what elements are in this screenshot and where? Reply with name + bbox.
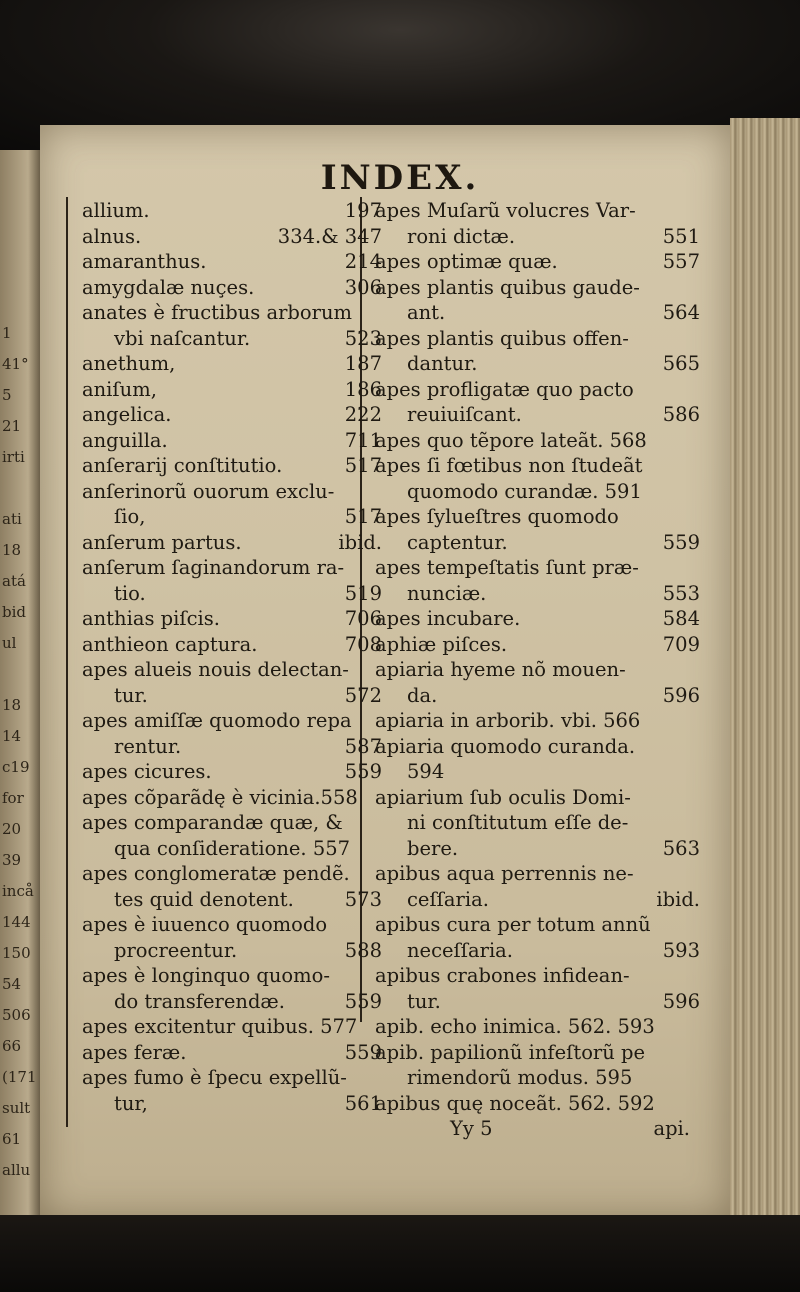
index-entry-text: apes fumo è ſpecu expellũ- [82, 1066, 347, 1089]
index-entry [82, 377, 382, 403]
index-entry-text: amaranthus. [82, 250, 207, 273]
index-entry-text: apiaria hyeme nõ mouen- [375, 658, 626, 681]
index-entry [82, 887, 382, 913]
index-entry-text: apes cõparãdę è vicinia.558 [82, 785, 358, 809]
signature-mark: Yy 5 [450, 1117, 493, 1140]
previous-page-fragment: (171 [2, 1068, 37, 1086]
index-column-left [82, 198, 382, 1116]
index-entry [82, 581, 382, 607]
index-entry-text: apes alueis nouis delectan- [82, 658, 349, 681]
index-entry [375, 326, 700, 352]
index-entry [375, 657, 700, 683]
index-entry-text: ni conſtitutum eſſe de- [407, 811, 629, 834]
index-entry [375, 504, 700, 530]
index-entry-page-number: 708 [344, 632, 382, 656]
index-entry-page-number: 596 [662, 989, 700, 1013]
index-entry-text: apiaria in arborib. vbi. 566 [375, 709, 641, 732]
previous-page-fragment: 41° [2, 355, 29, 373]
index-entry [82, 224, 382, 250]
index-entry-text: do transferendæ. [114, 989, 285, 1013]
index-entry-text: apiarium ſub oculis Domi- [375, 785, 631, 809]
index-entry [82, 1040, 382, 1066]
previous-page-fragment: atá [2, 572, 26, 590]
index-entry-text: tio. [114, 581, 146, 605]
index-entry-text: tes quid denotent. [114, 887, 294, 911]
index-entry-page-number: 517 [344, 454, 382, 477]
index-entry [82, 632, 382, 658]
index-entry [375, 249, 700, 275]
index-entry-page-number: 557 [662, 250, 700, 273]
index-entry-text: angelica. [82, 403, 172, 426]
index-entry [82, 402, 382, 428]
index-entry-page-number: 187 [344, 352, 382, 375]
previous-page-fragment: 14 [2, 727, 22, 745]
index-entry-text: apes incubare. [375, 607, 521, 630]
index-entry [375, 224, 700, 250]
index-entry-text: alnus. [82, 224, 142, 248]
index-entry [82, 530, 382, 556]
index-entry [82, 1014, 382, 1040]
index-entry-page-number: 559 [344, 1040, 382, 1064]
previous-page-edge [0, 150, 40, 1230]
index-entry-page-number: 523 [344, 326, 382, 350]
index-entry-text: reuiuiſcant. [407, 403, 522, 426]
index-entry-page-number: 559 [662, 530, 700, 554]
index-entry [82, 479, 382, 505]
index-entry [375, 785, 700, 811]
index-entry-page-number: 573 [344, 887, 382, 911]
index-entry-text: amygdalæ nuçes. [82, 275, 255, 299]
index-entry-page-number: 564 [662, 301, 700, 324]
previous-page-fragment: 54 [2, 975, 22, 993]
index-entry-page-number: 593 [662, 938, 700, 962]
index-entry-page-number: 706 [344, 607, 382, 630]
index-entry-page-number: 711 [344, 428, 382, 452]
index-entry [82, 300, 382, 326]
index-entry [375, 810, 700, 836]
index-entry-page-number: 517 [344, 505, 382, 528]
index-entry [82, 555, 382, 581]
index-entry-text: ſio, [114, 505, 146, 528]
index-entry [82, 963, 382, 989]
index-entry-text: apiaria quomodo curanda. [375, 734, 636, 758]
index-entry [82, 1091, 382, 1117]
index-entry-text: apes Muſarũ volucres Var- [375, 199, 636, 222]
index-entry-text: quomodo curandæ. 591 [407, 479, 642, 503]
index-entry [375, 1014, 700, 1040]
index-entry [375, 479, 700, 505]
index-entry [82, 861, 382, 887]
index-entry-page-number: 563 [662, 836, 700, 860]
index-entry [375, 912, 700, 938]
index-entry [82, 734, 382, 760]
index-entry-text: dantur. [407, 352, 478, 375]
index-entry [375, 989, 700, 1015]
index-entry [375, 836, 700, 862]
left-margin-rule [66, 197, 68, 1127]
index-entry [375, 683, 700, 709]
index-entry [375, 759, 700, 785]
index-entry [82, 606, 382, 632]
previous-page-fragment: ul [2, 634, 17, 652]
index-entry [375, 887, 700, 913]
previous-page-fragment: 61 [2, 1130, 22, 1148]
index-entry [375, 275, 700, 301]
index-entry [375, 402, 700, 428]
index-entry [375, 581, 700, 607]
index-entry-text: apes optimæ quæ. [375, 250, 558, 273]
index-entry-page-number: 334.& 347 [277, 224, 382, 248]
index-entry-text: tur. [407, 989, 441, 1013]
index-entry [82, 326, 382, 352]
index-column-right [375, 198, 700, 1142]
page-block-edge [730, 118, 800, 1228]
index-entry-text: apes conglomeratæ pendẽ. [82, 862, 350, 885]
index-entry [375, 734, 700, 760]
index-entry-text: aniſum, [82, 377, 157, 401]
index-entry [375, 606, 700, 632]
index-entry [82, 989, 382, 1015]
index-entry [82, 938, 382, 964]
index-entry-text: apes profligatæ quo pacto [375, 377, 634, 401]
index-entry-text: apes ſi fœtibus non ſtudeãt [375, 454, 643, 477]
previous-page-fragment: 1 [2, 324, 12, 342]
index-entry-text: ceſſaria. [407, 887, 489, 911]
previous-page-fragment: 18 [2, 541, 22, 559]
index-entry [375, 1065, 700, 1091]
index-entry-text: anſerum partus. [82, 530, 242, 554]
previous-page-fragment: 18 [2, 696, 22, 714]
index-entry-page-number: 561 [344, 1091, 382, 1115]
index-entry [82, 198, 382, 224]
index-entry-page-number: 186 [344, 377, 382, 401]
index-entry-page-number: 559 [344, 760, 382, 783]
index-entry-text: anethum, [82, 352, 176, 375]
index-entry-text: bere. [407, 836, 459, 860]
index-entry-page-number: 519 [344, 581, 382, 605]
index-entry [82, 428, 382, 454]
index-entry-page-number: 559 [344, 989, 382, 1013]
index-entry-text: apes plantis quibus gaude- [375, 275, 640, 299]
index-entry-text: allium. [82, 199, 150, 222]
index-entry-page-number: 214 [344, 250, 382, 273]
index-entry-text: apibus crabones infidean- [375, 964, 630, 987]
index-entry-page-number: 596 [662, 683, 700, 707]
index-entry [82, 657, 382, 683]
index-entry [82, 249, 382, 275]
index-entry-page-number: 551 [662, 224, 700, 248]
index-entry-text: apes è iuuenco quomodo [82, 913, 328, 936]
index-entry-text: anſerum ſaginandorum ra- [82, 556, 345, 579]
index-entry-text: qua conſideratione. 557 [114, 836, 351, 860]
previous-page-fragment: 150 [2, 944, 31, 962]
previous-page-fragment: sult [2, 1099, 31, 1117]
index-entry-text: apes comparandæ quæ, & [82, 811, 343, 834]
previous-page-fragment: 506 [2, 1006, 31, 1024]
index-entry-text: aphiæ piſces. [375, 632, 508, 656]
previous-page-fragment: 21 [2, 417, 22, 435]
index-entry-text: vbi naſcantur. [114, 326, 251, 350]
index-entry [375, 377, 700, 403]
previous-page-fragment: 66 [2, 1037, 22, 1055]
index-entry [375, 938, 700, 964]
index-entry-text: da. [407, 683, 438, 707]
index-entry [375, 555, 700, 581]
index-entry-text: nunciæ. [407, 581, 487, 605]
index-entry [82, 708, 382, 734]
index-entry-page-number: 565 [662, 352, 700, 375]
previous-page-fragment: incå [2, 882, 34, 900]
index-entry-page-number: 586 [662, 403, 700, 426]
index-entry-text: apes quo tẽpore lateãt. 568 [375, 428, 647, 452]
index-entry-text: apes tempeſtatis ſunt præ- [375, 556, 639, 579]
index-entry [82, 1065, 382, 1091]
index-entry [375, 300, 700, 326]
index-entry-text: apes è longinquo quomo- [82, 964, 330, 987]
previous-page-fragment: 5 [2, 386, 12, 404]
previous-page-fragment: ati [2, 510, 22, 528]
index-entry [82, 785, 382, 811]
previous-page-fragment: allu [2, 1161, 31, 1179]
background-bottom [0, 1215, 800, 1292]
index-entry [375, 632, 700, 658]
index-entry-text: anſerarij conſtitutio. [82, 454, 283, 477]
index-entry [82, 504, 382, 530]
index-entry-text: ant. [407, 301, 446, 324]
index-entry-text: roni dictæ. [407, 224, 516, 248]
index-entry [82, 275, 382, 301]
index-entry-text: apib. papilionũ infeſtorũ pe [375, 1040, 646, 1064]
index-entry-text: apes amiſſæ quomodo repa [82, 709, 352, 732]
index-entry [82, 836, 382, 862]
index-entry-text: captentur. [407, 530, 508, 554]
index-entry-page-number: 572 [344, 683, 382, 707]
index-entry-text: apes excitentur quibus. 577 [82, 1015, 358, 1038]
index-entry [375, 708, 700, 734]
index-entry-text: anthieon captura. [82, 632, 258, 656]
index-entry-page-number: 306 [344, 275, 382, 299]
page-title: INDEX. [320, 158, 480, 198]
index-entry-text: apib. echo inimica. 562. 593 [375, 1015, 655, 1038]
previous-page-fragment: 144 [2, 913, 31, 931]
index-entry [375, 351, 700, 377]
index-entry [82, 810, 382, 836]
index-entry-text: apes cicures. [82, 760, 212, 783]
index-entry [375, 428, 700, 454]
index-entry-text: apibus quę noceãt. 562. 592 [375, 1091, 655, 1115]
index-entry [82, 912, 382, 938]
previous-page-fragment: irti [2, 448, 25, 466]
index-entry-text: apes ſylueſtres quomodo [375, 505, 619, 528]
index-entry-text: 594 [407, 760, 445, 783]
index-entry [375, 453, 700, 479]
index-entry [375, 530, 700, 556]
index-entry-text: anſerinorũ ouorum exclu- [82, 479, 335, 503]
index-entry-text: tur, [114, 1091, 148, 1115]
index-entry [375, 963, 700, 989]
index-entry-page-number: 553 [662, 581, 700, 605]
previous-page-fragment: 20 [2, 820, 22, 838]
previous-page-fragment: 39 [2, 851, 22, 869]
index-entry-page-number: 587 [344, 734, 382, 758]
index-entry-text: apibus aqua perrennis ne- [375, 862, 634, 885]
previous-page-fragment: c19 [2, 758, 30, 776]
index-entry-text: rentur. [114, 734, 182, 758]
index-entry [82, 453, 382, 479]
page-footer [375, 1116, 700, 1142]
index-entry-page-number: ibid. [656, 887, 700, 911]
index-entry [375, 1091, 700, 1117]
previous-page-fragment: for [2, 789, 24, 807]
index-entry-page-number: 709 [662, 632, 700, 656]
index-entry-text: anthias piſcis. [82, 607, 220, 630]
index-entry-page-number: 197 [344, 199, 382, 222]
index-entry-text: apes plantis quibus offen- [375, 326, 629, 350]
index-entry-page-number: 588 [344, 938, 382, 962]
index-entry-text: neceſſaria. [407, 938, 514, 962]
index-entry [375, 1040, 700, 1066]
index-entry-text: anates è fructibus arborum [82, 301, 353, 324]
index-entry [82, 759, 382, 785]
index-entry-page-number: ibid. [338, 530, 382, 554]
index-entry [375, 861, 700, 887]
index-entry-text: rimendorũ modus. 595 [407, 1066, 633, 1089]
index-entry-page-number: 222 [344, 403, 382, 426]
index-entry-text: apibus cura per totum annũ [375, 913, 651, 936]
previous-page-fragment: bid [2, 603, 27, 621]
index-entry [82, 683, 382, 709]
index-entry-text: anguilla. [82, 428, 168, 452]
index-entry-text: procreentur. [114, 938, 238, 962]
index-entry [375, 198, 700, 224]
index-entry-text: tur. [114, 683, 148, 707]
index-entry-page-number: 584 [662, 607, 700, 630]
index-entry [82, 351, 382, 377]
catchword: api. [653, 1117, 690, 1140]
index-entry-text: apes feræ. [82, 1040, 187, 1064]
